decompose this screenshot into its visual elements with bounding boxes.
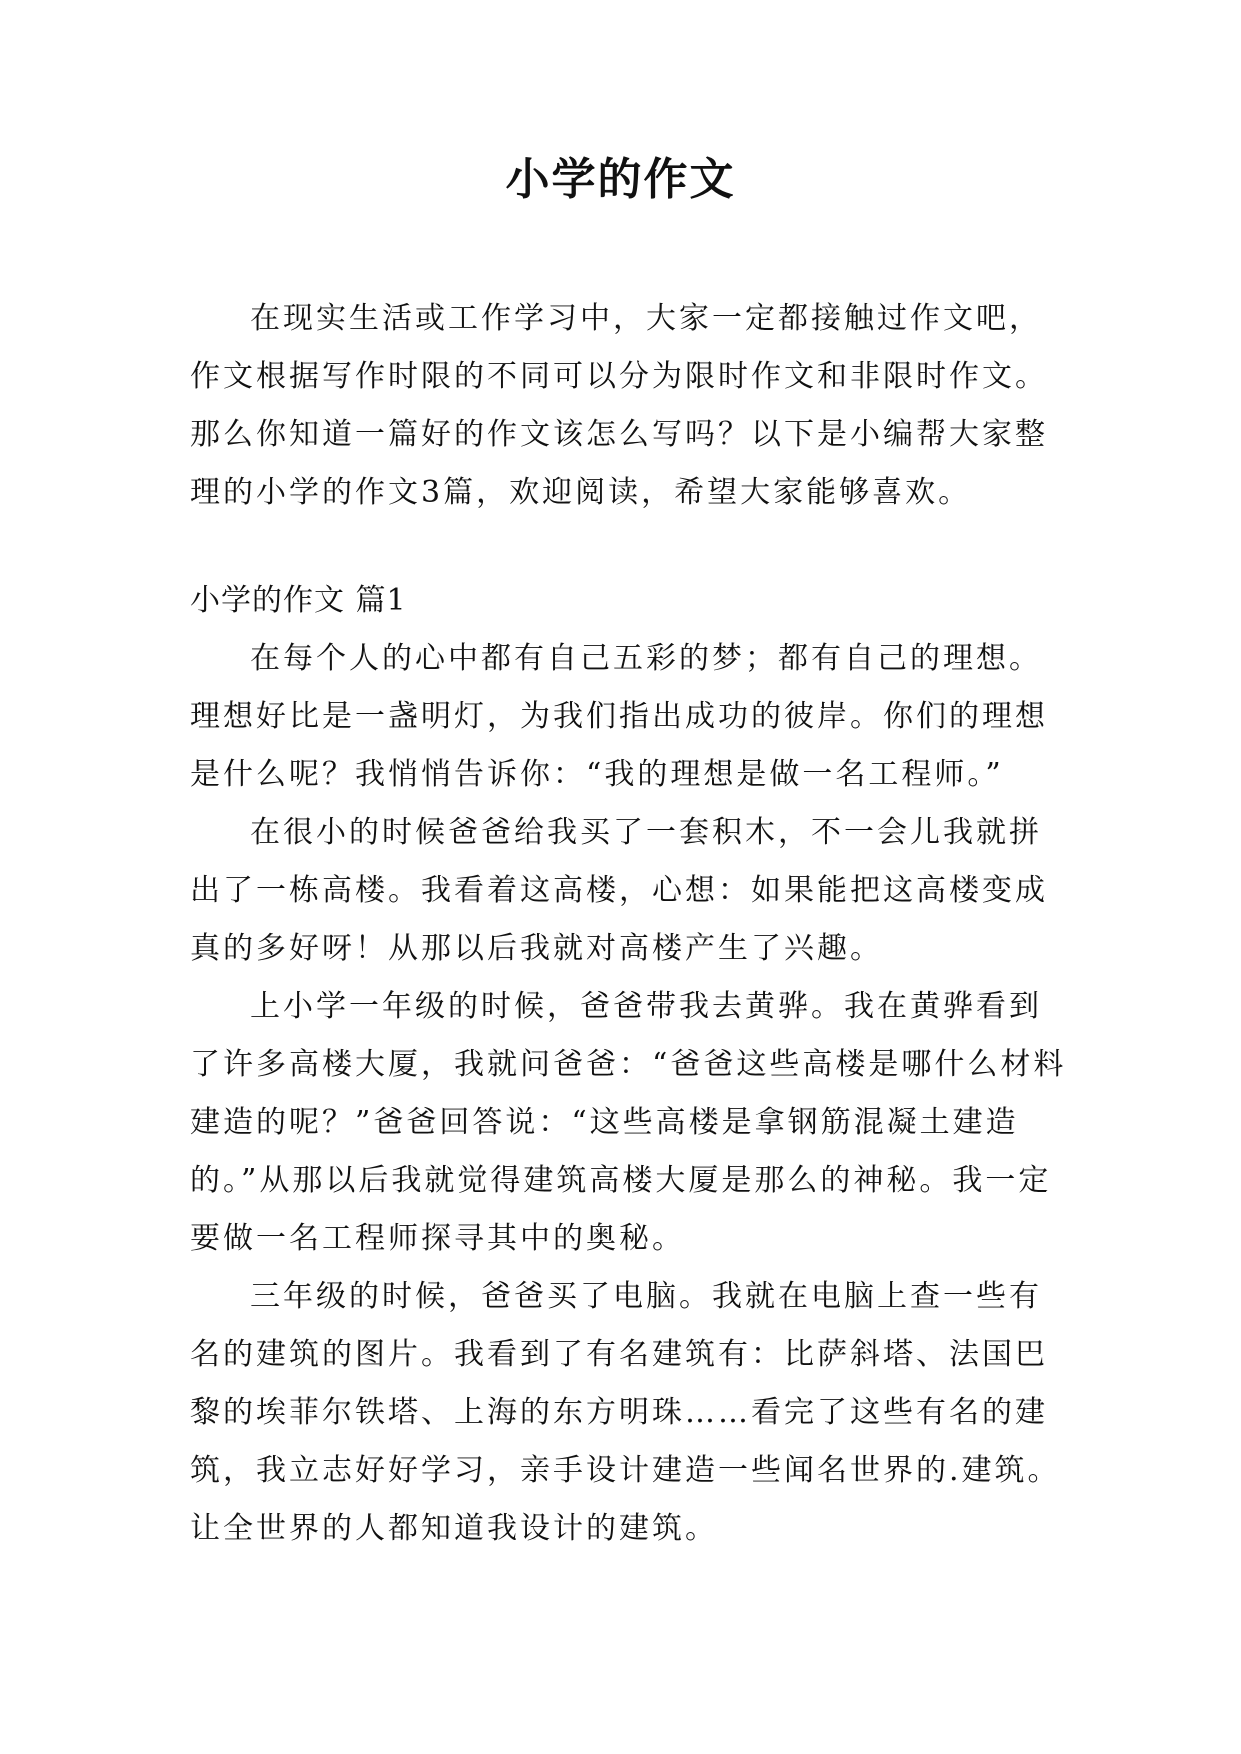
body-paragraph: 上小学一年级的时候，爸爸带我去黄骅。我在黄骅看到了许多高楼大厦，我就问爸爸：“爸爸这些高楼是哪什么材料建造的呢？”爸爸回答说：“这些高楼是拿钢筋混凝土建造的。”从那以后我就觉得建筑高楼大厦是那么的神秘。我一定要做一名工程师探寻其中的奥秘。 — [190, 989, 1067, 1256]
document-title: 小学的作文 — [505, 154, 736, 205]
body-paragraph: 在每个人的心中都有自己五彩的梦；都有自己的理想。理想好比是一盏明灯，为我们指出成功的彼岸。你们的理想是什么呢？我悄悄告诉你：“我的理想是做一名工程师。” — [190, 641, 1048, 792]
body-paragraph: 三年级的时候，爸爸买了电脑。我就在电脑上查一些有名的建筑的图片。我看到了有名建筑有：比萨斜塔、法国巴黎的埃菲尔铁塔、上海的东方明珠……看完了这些有名的建筑，我立志好好学习，亲手设计建造一些闻名世界的.建筑。让全世界的人都知道我设计的建筑。 — [190, 1279, 1061, 1546]
body-paragraph: 在很小的时候爸爸给我买了一套积木，不一会儿我就拼出了一栋高楼。我看着这高楼，心想：如果能把这高楼变成真的多好呀！从那以后我就对高楼产生了兴趣。 — [190, 815, 1048, 966]
document-body — [190, 290, 1070, 1558]
intro-paragraph: 在现实生活或工作学习中，大家一定都接触过作文吧，作文根据写作时限的不同可以分为限时作文和非限时作文。那么你知道一篇好的作文该怎么写吗？以下是小编帮大家整理的小学的作文3篇，欢迎阅读，希望大家能够喜欢。 — [190, 301, 1048, 510]
section-heading: 小学的作文 篇1 — [190, 583, 407, 618]
